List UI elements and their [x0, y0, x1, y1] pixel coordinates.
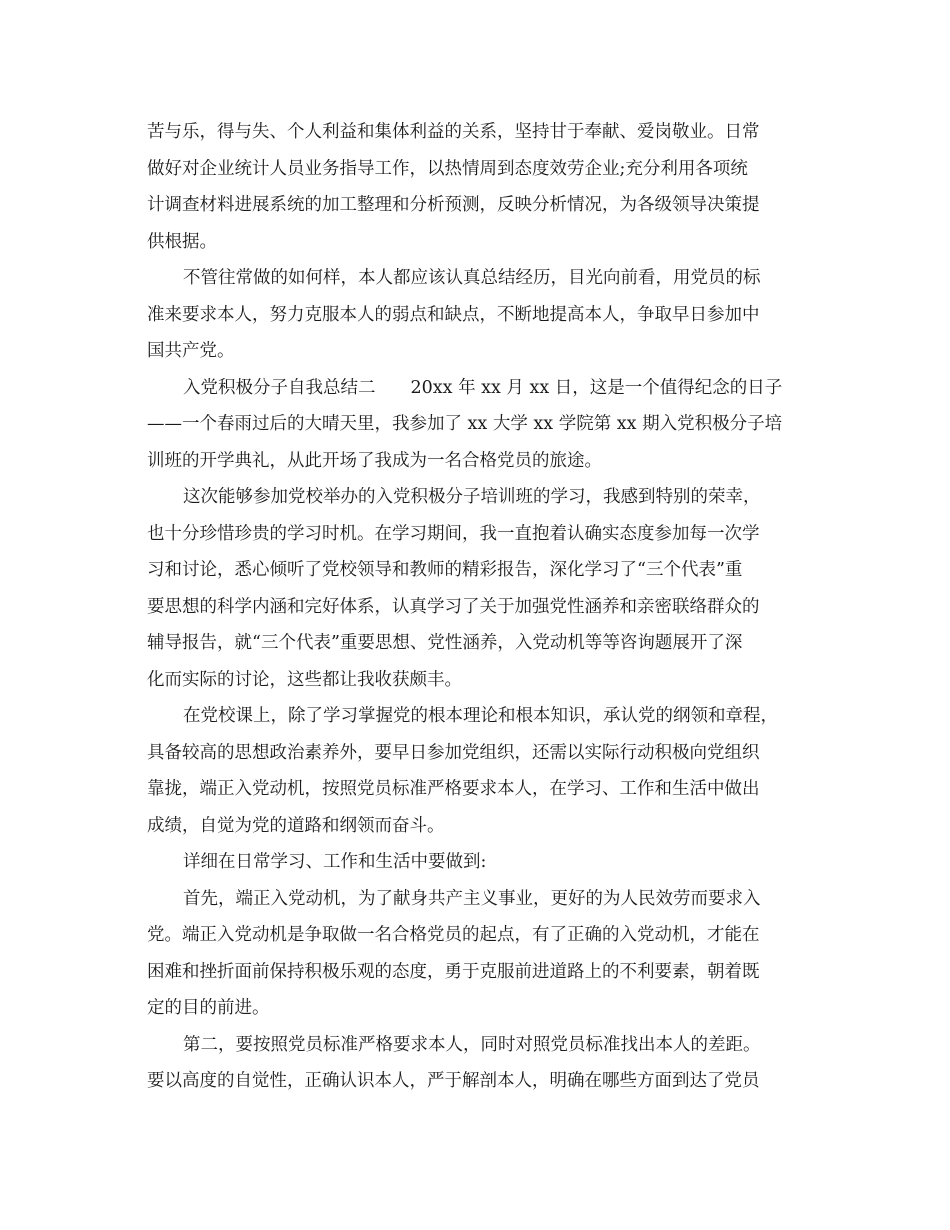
text-line: 第二，要按照党员标准严格要求本人，同时对照党员标准找出本人的差距。: [183, 1034, 761, 1055]
text-line: 成绩，自觉为党的道路和纲领而奋斗。: [147, 815, 445, 836]
text-line: ——一个春雨过后的大晴天里，我参加了 xx 大学 xx 学院第 xx 期入党积极分子培: [147, 414, 783, 434]
text-line: 训班的开学典礼，从此开场了我成为一名合格党员的旅途。: [147, 450, 602, 471]
text-line: 党。端正入党动机是争取做一名合格党员的起点，有了正确的入党动机，才能在: [147, 925, 760, 945]
text-line: 不管往常做的如何样，本人都应该认真总结经历，目光向前看，用党员的标: [183, 268, 761, 288]
text-line: 国共产党。: [147, 341, 235, 361]
text-line: 这次能够参加党校举办的入党积极分子培训班的学习，我感到特别的荣幸，: [183, 487, 761, 507]
text-line: 准来要求本人，努力克服本人的弱点和缺点，不断地提高本人，争取早日参加中: [147, 304, 760, 325]
text-line: 习和讨论，悉心倾听了党校领导和教师的精彩报告，深化学习了“三个代表”重: [147, 560, 743, 580]
text-line: 困难和挫折面前保持积极乐观的态度，勇于克服前进道路上的不利要素，朝着既: [147, 961, 760, 982]
text-line: 也十分珍惜珍贵的学习时机。在学习期间，我一直抱着认确实态度参加每一次学: [147, 523, 760, 544]
text-line: 计调查材料进展系统的加工整理和分析预测，反映分析情况，为各级领导决策提: [147, 195, 760, 215]
text-line: 做好对企业统计人员业务指导工作，以热情周到态度效劳企业;充分利用各项统: [147, 158, 748, 179]
text-line: 化而实际的讨论，这些都让我收获颇丰。: [147, 669, 462, 690]
document-body: [147, 114, 807, 1100]
text-line: 要思想的科学内涵和完好体系，认真学习了关于加强党性涵养和亲密联络群众的: [147, 596, 760, 617]
text-line: 在党校课上，除了学习掌握党的根本理论和根本知识，承认党的纲领和章程，: [183, 706, 778, 726]
text-line: 要以高度的自觉性，正确认识本人，严于解剖本人，明确在哪些方面到达了党员: [147, 1071, 760, 1091]
text-line: 定的目的前进。: [147, 998, 270, 1018]
text-line: 靠拢，端正入党动机，按照党员标准严格要求本人，在学习、工作和生活中做出: [147, 779, 760, 799]
text-line: 详细在日常学习、工作和生活中要做到:: [183, 852, 487, 872]
text-line: 入党积极分子自我总结二 20xx 年 xx 月 xx 日，这是一个值得纪念的日子: [183, 377, 783, 398]
text-line: 具备较高的思想政治素养外，要早日参加党组织，还需以实际行动积极向党组织: [147, 742, 760, 763]
text-line: 供根据。: [147, 231, 217, 252]
text-line: 首先，端正入党动机，为了献身共产主义事业，更好的为人民效劳而要求入: [183, 888, 761, 909]
text-line: 辅导报告，就“三个代表”重要思想、党性涵养，入党动机等等咨询题展开了深: [147, 633, 743, 653]
text-line: 苦与乐，得与失、个人利益和集体利益的关系，坚持甘于奉献、爱岗敬业。日常: [147, 122, 760, 142]
